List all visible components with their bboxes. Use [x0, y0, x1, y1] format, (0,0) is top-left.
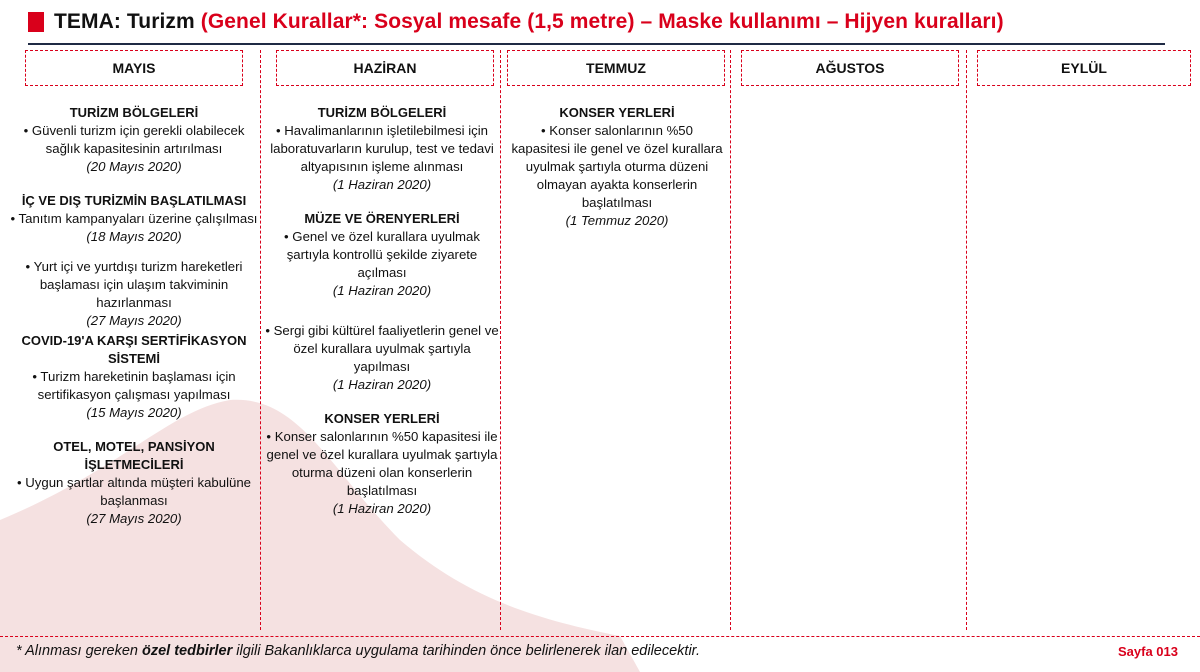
section-title: KONSER YERLERİ	[324, 411, 440, 426]
page-header	[28, 6, 1004, 38]
section-date: (27 Mayıs 2020)	[86, 313, 182, 328]
title-subtitle: (Genel Kurallar*: Sosyal mesafe (1,5 metre) – Maske kullanımı – Hijyen kuralları)	[200, 10, 1004, 33]
month-header: TEMMUZ	[507, 50, 725, 86]
section-date: (1 Haziran 2020)	[332, 377, 432, 392]
section	[8, 192, 260, 330]
section	[264, 210, 500, 394]
section-title: İÇ VE DIŞ TURİZMİN BAŞLATILMASI	[21, 193, 247, 208]
section-text: • Güvenli turizm için gerekli olabilecek sağlık kapasitesinin artırılması	[23, 123, 245, 156]
section-date: (1 Temmuz 2020)	[565, 213, 669, 228]
section-title: COVID-19'A KARŞI SERTİFİKASYON SİSTEMİ	[21, 333, 247, 366]
section-text: • Havalimanlarının işletilebilmesi için laboratuvarların kurulup, test ve tedavi altyapısının işleme alınması	[270, 123, 494, 174]
section	[8, 438, 260, 528]
month-header: EYLÜL	[977, 50, 1191, 86]
footnote-emphasis: özel tedbirler	[142, 643, 233, 659]
column-body	[264, 104, 500, 534]
section-text: • Turizm hareketinin başlaması için sertifikasyon çalışması yapılması	[32, 369, 236, 402]
footnote-suffix: ilgili Bakanlıklarca uygulama tarihinden önce belirlenerek ilan edilecektir.	[232, 643, 700, 659]
section	[264, 104, 500, 194]
title-marker-icon	[28, 12, 44, 32]
section-sub-item	[8, 258, 260, 330]
section-text: • Konser salonlarının %50 kapasitesi ile genel ve özel kurallara uyulmak şartıyla oturma düzeni olmayan ayakta konserlerin başlatılması	[511, 123, 723, 210]
section-title: OTEL, MOTEL, PANSİYON İŞLETMECİLERİ	[53, 439, 215, 472]
column-haziran	[264, 50, 501, 630]
section-date: (1 Haziran 2020)	[332, 283, 432, 298]
title-main: TEMA: Turizm	[54, 10, 195, 33]
section-title: TURİZM BÖLGELERİ	[317, 105, 447, 120]
section-text: • Genel ve özel kurallara uyulmak şartıyla kontrollü şekilde ziyarete açılması	[284, 229, 480, 280]
footer-divider	[0, 636, 1200, 637]
section-date: (15 Mayıs 2020)	[86, 405, 182, 420]
section-text: • Tanıtım kampanyaları üzerine çalışılması	[10, 211, 258, 226]
column-eylul	[970, 50, 1192, 630]
page-title	[54, 10, 1004, 34]
section-title: MÜZE VE ÖRENYERLERİ	[304, 211, 460, 226]
section	[510, 104, 724, 230]
column-body	[510, 104, 724, 246]
month-header: AĞUSTOS	[741, 50, 959, 86]
month-header: HAZİRAN	[276, 50, 494, 86]
section-text: • Uygun şartlar altında müşteri kabulüne başlanması	[16, 475, 252, 508]
footnote-prefix: * Alınması gereken	[16, 643, 142, 659]
page-number: Sayfa 013	[1118, 644, 1178, 659]
section-date: (20 Mayıs 2020)	[86, 159, 182, 174]
footnote	[16, 643, 700, 659]
section-date: (27 Mayıs 2020)	[86, 511, 182, 526]
column-agustos	[734, 50, 967, 630]
title-divider	[28, 43, 1165, 45]
section	[8, 332, 260, 422]
section-date: (18 Mayıs 2020)	[86, 229, 182, 244]
section-sub-item	[264, 322, 500, 394]
section-date: (1 Haziran 2020)	[332, 177, 432, 192]
column-mayis	[8, 50, 261, 630]
column-temmuz	[504, 50, 731, 630]
section-title: TURİZM BÖLGELERİ	[69, 105, 199, 120]
section-title: KONSER YERLERİ	[559, 105, 675, 120]
column-body	[8, 104, 260, 544]
section-text: • Konser salonlarının %50 kapasitesi ile genel ve özel kurallara uyulmak şartıyla oturma düzeni olan konserlerin başlatılması	[266, 429, 498, 498]
section-date: (1 Haziran 2020)	[332, 501, 432, 516]
section	[264, 410, 500, 518]
month-header: MAYIS	[25, 50, 243, 86]
section-text: • Sergi gibi kültürel faaliyetlerin genel ve özel kurallara uyulmak şartıyla yapılması	[265, 323, 499, 374]
section-text: • Yurt içi ve yurtdışı turizm hareketleri başlaması için ulaşım takviminin hazırlanması	[25, 259, 243, 310]
section	[8, 104, 260, 176]
